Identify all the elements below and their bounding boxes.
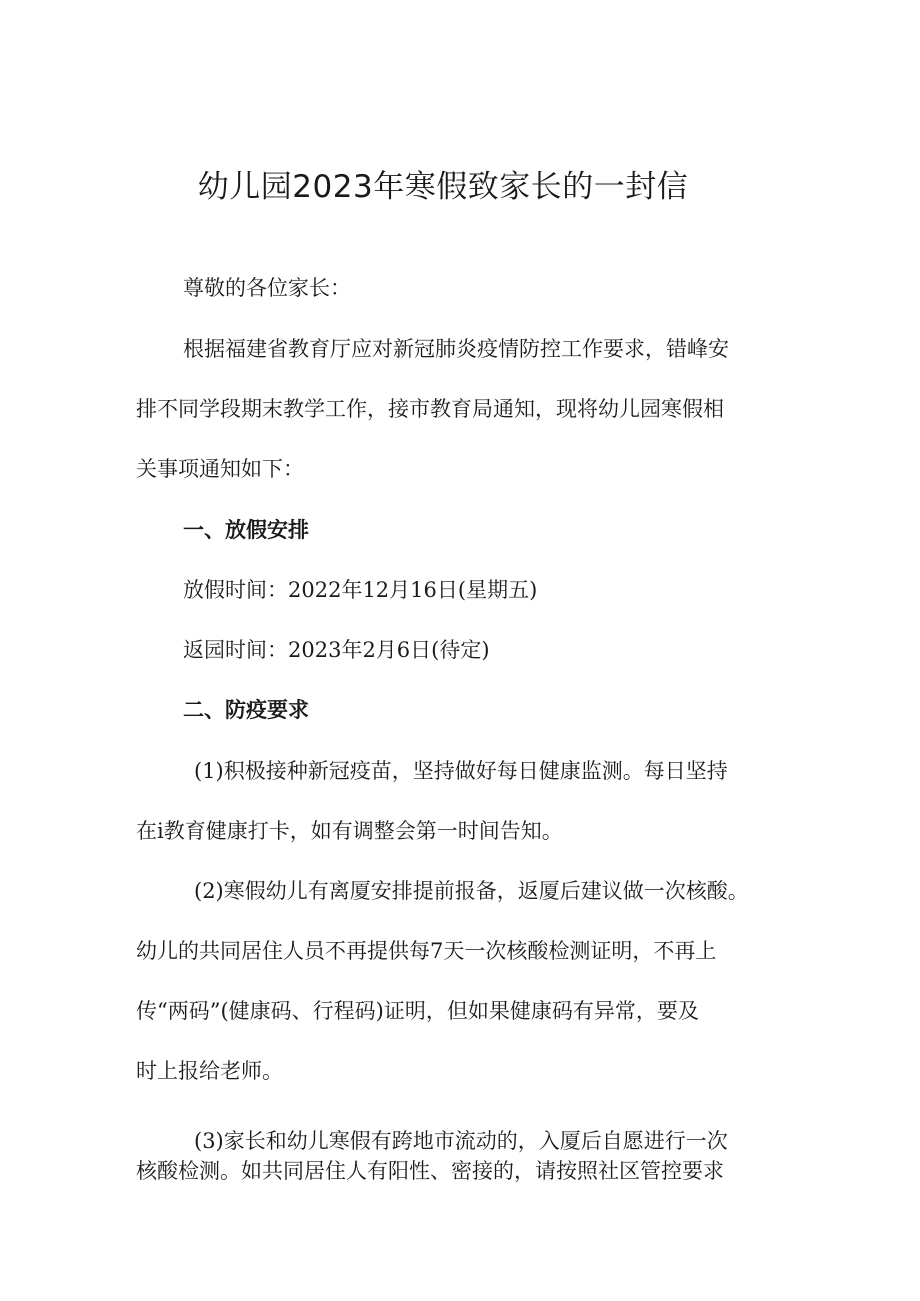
item2-line-2: 幼儿的共同居住人员不再提供每7天一次核酸检测证明，不再上 bbox=[136, 939, 717, 963]
item1-line-1: (1)积极接种新冠疫苗，坚持做好每日健康监测。每日坚持 bbox=[194, 759, 728, 783]
item3-line-2: 核酸检测。如共同居住人有阳性、密接的，请按照社区管控要求 bbox=[136, 1159, 724, 1183]
item2-line-1: (2)寒假幼儿有离厦安排提前报备，返厦后建议做一次核酸。 bbox=[194, 879, 749, 903]
item1-line-2: 在i教育健康打卡，如有调整会第一时间告知。 bbox=[136, 819, 563, 843]
section-heading-holiday: 一、放假安排 bbox=[183, 518, 309, 542]
document-title: 幼儿园2023年寒假致家长的一封信 bbox=[197, 169, 689, 205]
holiday-start-time: 放假时间：2022年12月16日(星期五) bbox=[183, 578, 538, 602]
item3-line-1: (3)家长和幼儿寒假有跨地市流动的，入厦后自愿进行一次 bbox=[194, 1129, 728, 1153]
item2-line-4: 时上报给老师。 bbox=[136, 1059, 283, 1083]
greeting: 尊敬的各位家长： bbox=[183, 276, 351, 300]
section-heading-prevention: 二、防疫要求 bbox=[183, 698, 309, 722]
intro-line-2: 排不同学段期末教学工作，接市教育局通知，现将幼儿园寒假相 bbox=[136, 397, 724, 421]
return-time: 返园时间：2023年2月6日(待定) bbox=[183, 638, 490, 662]
intro-line-3: 关事项通知如下： bbox=[136, 457, 304, 481]
item2-line-3: 传“两码”(健康码、行程码)证明，但如果健康码有异常，要及 bbox=[136, 999, 699, 1023]
intro-line-1: 根据福建省教育厅应对新冠肺炎疫情防控工作要求，错峰安 bbox=[183, 337, 729, 361]
